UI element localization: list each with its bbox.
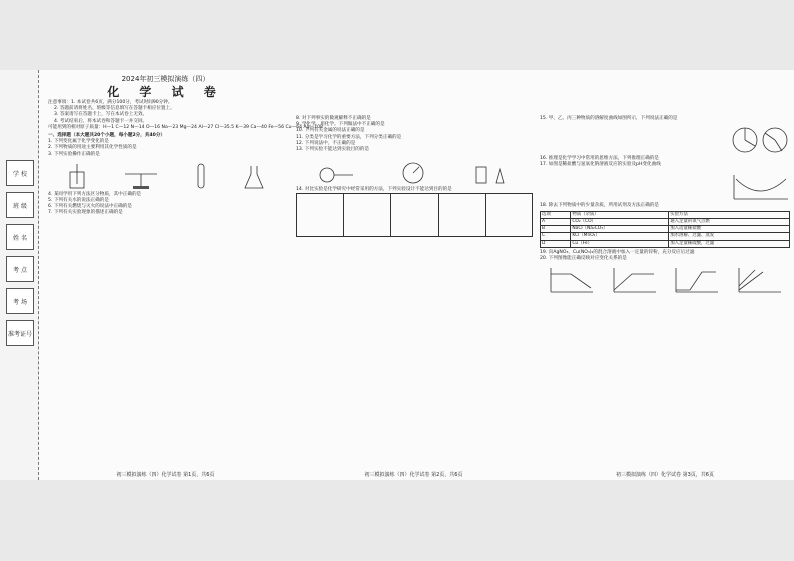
question: 8. 对下列事实的微观解释不正确的是 bbox=[296, 116, 371, 121]
note-line: 4. 考试结束后，将本试卷和答题卡一并交回。 bbox=[54, 118, 148, 124]
question: 10. 下列有关金属的说法正确的是 bbox=[296, 128, 365, 134]
question: 3. 下列实验操作正确的是 bbox=[48, 151, 100, 157]
section-heading: 一、选择题（本大题共20个小题，每小题2分，共40分） bbox=[48, 133, 166, 139]
table-cell: A bbox=[541, 219, 571, 226]
q3-figures bbox=[48, 160, 283, 190]
graph-a bbox=[547, 266, 595, 294]
q15-figures bbox=[540, 124, 790, 154]
table-cell: NaCl（Na₂CO₃） bbox=[571, 226, 669, 233]
q17-figure bbox=[540, 171, 790, 201]
table-row bbox=[541, 240, 790, 247]
exam-header: 2024年初三模拟演练（四） bbox=[121, 75, 210, 83]
page-footer: 初三模拟演练（四）化学试卷 第1页，共6页 bbox=[116, 471, 215, 478]
question: 9. 学化学，用化学。下列做法中不正确的是 bbox=[296, 122, 385, 128]
ticket-number-field: 准考证号 bbox=[6, 320, 34, 346]
table-cell: Cu（Fe） bbox=[571, 240, 669, 247]
question: 5. 下列有关水的说法正确的是 bbox=[48, 198, 109, 204]
table-cell: 加入足量稀硫酸，过滤 bbox=[669, 240, 790, 247]
exam-room-field: 考 场 bbox=[6, 288, 34, 314]
table-row bbox=[541, 219, 790, 226]
page-3 bbox=[540, 70, 790, 480]
table-cell: 加入适量稀盐酸 bbox=[669, 226, 790, 233]
gauge-figure bbox=[398, 161, 428, 185]
balance-figure bbox=[123, 164, 159, 190]
burner-figure bbox=[470, 161, 510, 185]
page-footer: 初三模拟演练（四）化学试卷 第3页，共6页 bbox=[616, 471, 714, 478]
table-cell: KCl（MnO₂） bbox=[571, 233, 669, 240]
subject-title: 化 学 试 卷 bbox=[107, 85, 224, 99]
table-cell: 加水溶解、过滤、蒸发 bbox=[669, 233, 790, 240]
question: 1. 下列变化属于化学变化的是 bbox=[48, 139, 109, 145]
question: 4. 某同学用下列方法区分物质，其中正确的是 bbox=[48, 191, 142, 197]
table-cell: C bbox=[541, 233, 571, 240]
note-line: 3. 答案请写在答题卡上，写在本试卷上无效。 bbox=[54, 112, 148, 118]
q20-graphs bbox=[540, 264, 790, 294]
q18-table bbox=[540, 211, 790, 248]
note-line: 2. 答题前请将姓名、班级等信息填写在答题卡相应位置上。 bbox=[54, 106, 175, 112]
question: 13. 下列实验不能达到实验目的的是 bbox=[296, 147, 370, 153]
question: 7. 下列有关实验现象的描述正确的是 bbox=[48, 210, 123, 216]
table-cell: B bbox=[541, 226, 571, 233]
class-field: 班 级 bbox=[6, 192, 34, 218]
test-tube-figure bbox=[194, 162, 208, 190]
pie-figure bbox=[730, 126, 760, 154]
question: 6. 下列有关燃烧与灭火的说法中正确的是 bbox=[48, 204, 132, 210]
q14-table bbox=[296, 193, 533, 237]
question: 12. 下列说法中，不正确的是 bbox=[296, 140, 356, 146]
question: 15. 甲、乙、丙三种物质的溶解度曲线如图所示，下列说法正确的是 bbox=[540, 116, 678, 121]
table-row bbox=[541, 226, 790, 233]
note-line: 注意事项：1. 本试卷共6页，满分100分，考试时间90分钟。 bbox=[48, 100, 173, 105]
name-field: 姓 名 bbox=[6, 224, 34, 250]
question: 11. 分类是学习化学的重要方法，下列分类正确的是 bbox=[296, 134, 402, 140]
question: 14. 对比实验是化学研究中经常采用的方法，下列实验设计不能达到目的的是 bbox=[296, 187, 452, 193]
exam-site-field: 考 点 bbox=[6, 256, 34, 282]
pie-figure bbox=[760, 126, 790, 154]
question: 19. 向AgNO₃、Cu(NO₃)₂的混合溶液中加入一定量的锌粉，充分反应后过滤 bbox=[540, 249, 695, 255]
binding-strip bbox=[0, 70, 39, 480]
graph-b bbox=[610, 266, 658, 294]
page-2 bbox=[296, 70, 531, 480]
atomic-mass-line: 可能用到的相对原子质量：H—1 C—12 N—14 O—16 Na—23 Mg—24 Al—27 Cl—35.5 K—39 Ca—40 Fe—56 Cu—64 Ag—108 bbox=[48, 124, 323, 130]
page-footer: 初三模拟演练（四）化学试卷 第2页，共6页 bbox=[364, 471, 463, 478]
table-cell: 实验方法 bbox=[669, 211, 790, 218]
graph-d bbox=[735, 266, 783, 294]
apparatus-figure bbox=[317, 161, 357, 185]
q13-figures bbox=[296, 155, 531, 185]
table-cell: CO₂（CO） bbox=[571, 219, 669, 226]
school-field: 学 校 bbox=[6, 160, 34, 186]
table-row bbox=[541, 211, 790, 218]
question: 16. 推理是化学学习中常用的思维方法，下列推理正确的是 bbox=[540, 156, 660, 162]
table-row bbox=[541, 233, 790, 240]
question: 18. 除去下列物质中的少量杂质，所用试剂及方法正确的是 bbox=[540, 202, 660, 208]
table-cell: 选项 bbox=[541, 211, 571, 218]
page-1 bbox=[48, 70, 323, 480]
question: 2. 下列物质的用途主要利用其化学性质的是 bbox=[48, 145, 137, 151]
flask-figure bbox=[243, 164, 265, 190]
table-cell: D bbox=[541, 240, 571, 247]
table-cell: 通入足量的氧气点燃 bbox=[669, 219, 790, 226]
graph-c bbox=[672, 266, 720, 294]
ph-curve-figure bbox=[730, 173, 790, 201]
question: 17. 如图是稀盐酸与氢氧化钠溶液反应的实验及pH变化曲线 bbox=[540, 162, 661, 168]
beaker-figure bbox=[66, 164, 88, 190]
table-cell: 物质（杂质） bbox=[571, 211, 669, 218]
question: 20. 下列图像能正确反映对应变化关系的是 bbox=[540, 256, 627, 262]
